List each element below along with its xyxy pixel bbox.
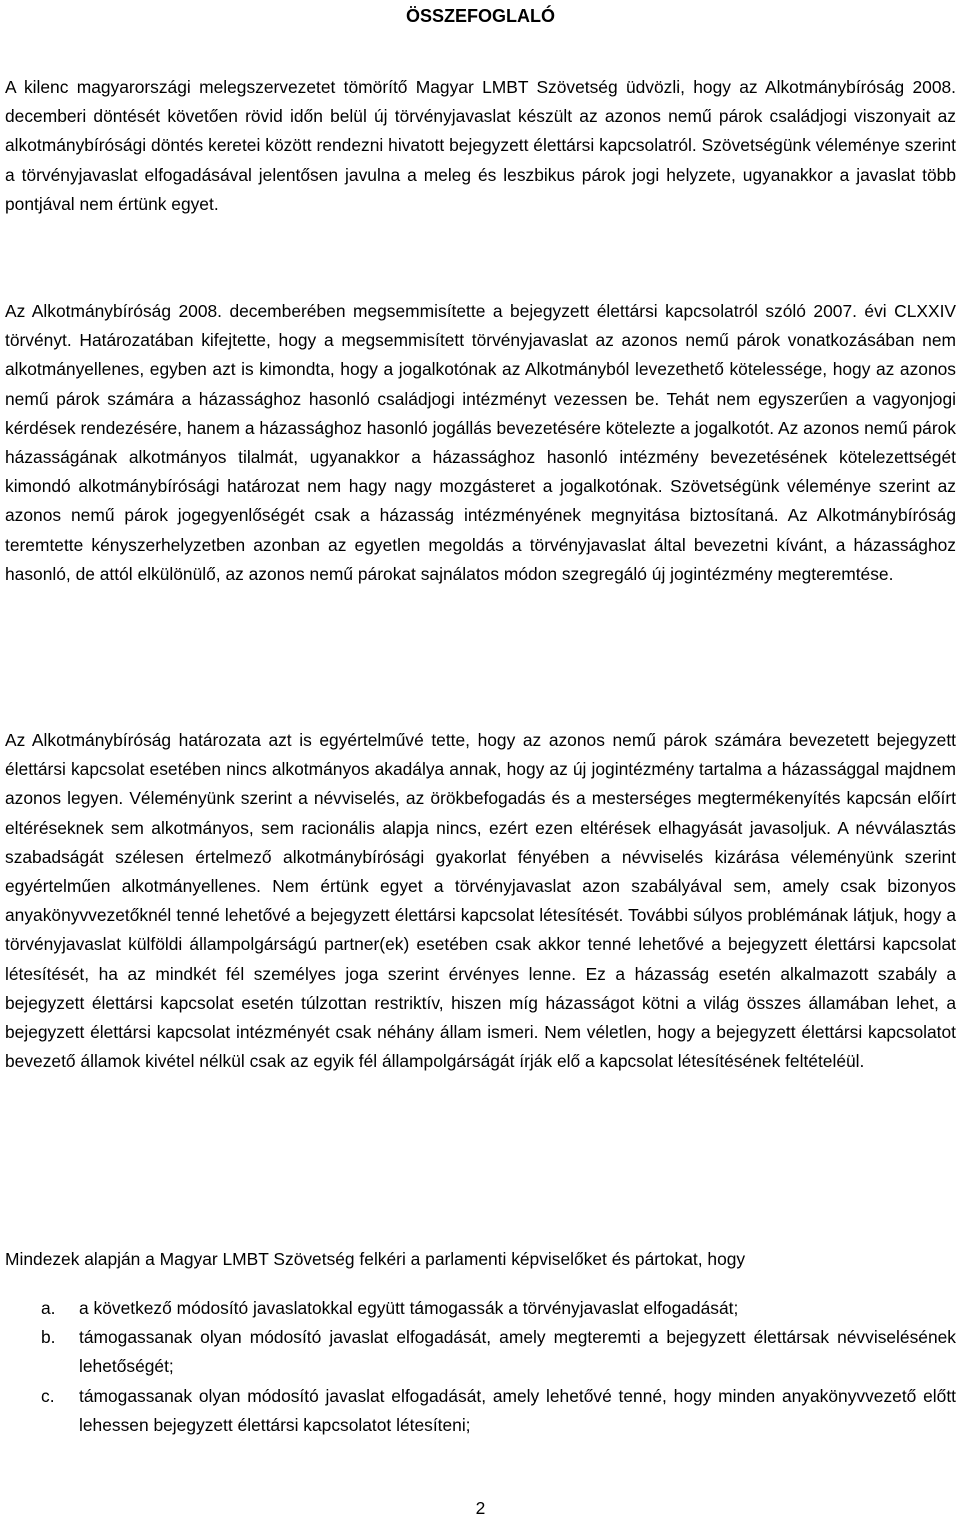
paragraph-request: Mindezek alapján a Magyar LMBT Szövetség felkéri a parlamenti képviselőket és pártokat, hogy bbox=[5, 1249, 746, 1269]
list-item-text: támogassanak olyan módosító javaslat elfogadását, amely lehetővé tenné, hogy minden anyakönyvvezető előtt lehessen bejegyzett élettársi kapcsolatot létesíteni; bbox=[79, 1385, 956, 1435]
paragraph-intro: A kilenc magyarországi melegszervezetet tömörítő Magyar LMBT Szövetség üdvözli, hogy az Alkotmánybíróság 2008. decemberi döntését követően rövid időn belül új törvényjavaslat készült az azonos nemű párok családjogi viszonyait az alkotmánybírósági döntés keretei között rendezni hivatott bejegyzett élettársi kapcsolatról. Szövetségünk véleménye szerint a törvényjavaslat elfogadásával jelentősen javulna a meleg és leszbikus párok jogi helyzete, ugyanakkor a javaslat több pontjával nem értünk egyet. bbox=[5, 77, 956, 214]
list-marker: c. bbox=[41, 1385, 55, 1406]
list-item bbox=[5, 1382, 956, 1440]
list-item-text: a következő módosító javaslatokkal együtt támogassák a törvényjavaslat elfogadását; bbox=[79, 1298, 739, 1318]
request-list bbox=[5, 1294, 956, 1440]
list-marker: b. bbox=[41, 1327, 56, 1348]
document-title: ÖSSZEFOGLALÓ bbox=[405, 6, 555, 26]
paragraph-objections: Az Alkotmánybíróság határozata azt is egyértelművé tette, hogy az azonos nemű párok számára bevezetett bejegyzett élettársi kapcsolat esetében nincs alkotmányos akadálya annak, hogy az új jogintézmény tartalma a házassággal majdnem azonos legyen. Véleményünk szerint a névviselés, az örökbefogadás és a mesterséges megtermékenyítés kapcsán előírt eltéréseknek sem alkotmányos, sem racionális alapja nincs, ezért ezen eltérések elhagyását javasoljuk. A névválasztás szabadságát szélesen értelmező alkotmánybírósági gyakorlat fényében a névviselés kizárása véleményünk szerint egyértelműen alkotmányellenes. Nem értünk egyet a törvényjavaslat azon szabályával sem, amely csak bizonyos anyakönyvvezetőknél tenné lehetővé a bejegyzett élettársi kapcsolat létesítését. További súlyos problémának látjuk, hogy a törvényjavaslat külföldi állampolgárságú partner(ek) esetében csak akkor tenné lehetővé a bejegyzett élettársi kapcsolat létesítését, ha az mindkét fél személyes joga szerint érvényes lenne. Ez a házasság esetén alkalmazott szabály a bejegyzett élettársi kapcsolat esetén túlzottan restriktív, hiszen míg házasságot kötni a világ összes államában lehet, a bejegyzett élettársi kapcsolat intézményét csak néhány állam ismeri. Nem véletlen, hogy a bejegyzett élettársi kapcsolatot bevezető államok kivétel nélkül csak az egyik fél állampolgárságát írják elő a kapcsolat létesítésének feltételéül. bbox=[5, 730, 956, 1072]
list-item bbox=[5, 1323, 956, 1381]
list-item bbox=[5, 1294, 956, 1323]
list-item-text: támogassanak olyan módosító javaslat elfogadását, amely megteremti a bejegyzett élettársak névviselésének lehetőségét; bbox=[79, 1327, 956, 1377]
page-number: 2 bbox=[475, 1498, 486, 1518]
paragraph-constitutional-court: Az Alkotmánybíróság 2008. decemberében megsemmisítette a bejegyzett élettársi kapcsolatról szóló 2007. évi CLXXIV törvényt. Határozatában kifejtette, hogy a megsemmisített törvényjavaslat az azonos nemű párok vonatkozásában nem alkotmányellenes, egyben azt is kimondta, hogy a jogalkotónak az Alkotmányból levezethető kötelessége, hogy az azonos nemű párok számára a házassághoz hasonló családjogi intézményt vezessen be. Tehát nem egyszerűen a vagyonjogi kérdések rendezésére, hanem a házassághoz hasonló jogállás bevezetésére kötelezte a jogalkotót. Az azonos nemű párok házasságának alkotmányos tilalmát, ugyanakkor a házassághoz hasonló intézmény bevezetésének kötelezettségét kimondó alkotmánybírósági határozat nem hagy nagy mozgásteret a jogalkotónak. Szövetségünk véleménye szerint az azonos nemű párok jogegyenlőségét csak a házasság intézményének megnyitása biztosítaná. Az Alkotmánybíróság teremtette kényszerhelyzetben azonban az egyetlen megoldás a törvényjavaslat által bevezetni kívánt, a házassághoz hasonló, de attól elkülönülő, az azonos nemű párokat sajnálatos módon szegregáló új jogintézmény megteremtése. bbox=[5, 301, 956, 584]
list-marker: a. bbox=[41, 1298, 56, 1318]
